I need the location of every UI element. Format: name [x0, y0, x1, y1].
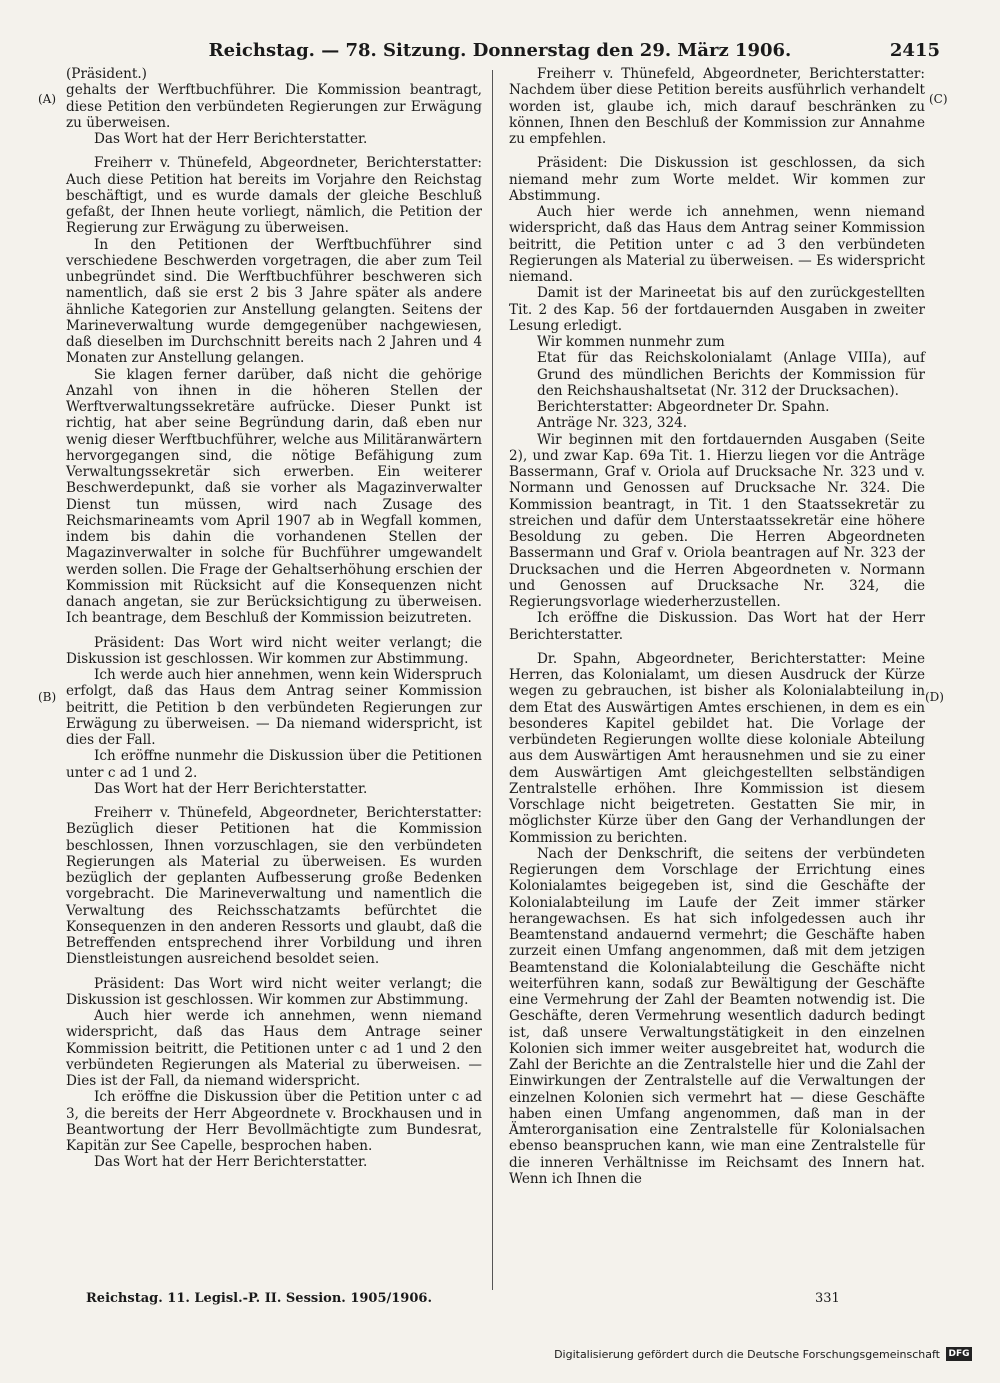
- page-header: [60, 40, 940, 64]
- margin-marker-b: (B): [38, 690, 57, 704]
- dfg-logo-icon: DFG: [946, 1347, 972, 1361]
- paragraph: Das Wort hat der Herr Berichterstatter.: [94, 1154, 368, 1171]
- paragraph: Berichterstatter: Abgeordneter Dr. Spahn.: [537, 399, 830, 415]
- page-number: 2415: [889, 40, 940, 61]
- paragraph: Das Wort hat der Herr Berichterstatter.: [94, 131, 368, 147]
- paragraph: Dr. Spahn, Abgeordneter, Berichterstatter: Meine Herren, das Kolonialamt, um diesen Ausdruck der Kürze wegen zu gebrauchen, ist bisher als Kolonialabteilung in dem Etat des Auswärtigen Amtes erschienen, in dem es ein besonderes Kapitel gebildet hat. Die Vorlage der verbündeten Regierungen wollte diese koloniale Abteilung aus dem Auswärtigen Amt herausnehmen und sie zu einer dem Auswärtigen Amt gleichgestellten selbständigen Zentralstelle erhöhen. Ihre Kommission ist diesem Vorschlage nicht beigetreten. Gestatten Sie mir, in möglichster Kürze über den Gang der Verhandlungen der Kommission zu berichten.: [509, 650, 925, 846]
- footer-publication: Reichstag. 11. Legisl.-P. II. Session. 1905/1906.: [86, 1291, 432, 1306]
- paragraph: Präsident: Die Diskussion ist geschlossen, da sich niemand mehr zum Worte meldet. Wir kommen zur Abstimmung.: [509, 155, 925, 204]
- paragraph: Ich eröffne die Diskussion. Das Wort hat der Herr Berichterstatter.: [509, 610, 925, 643]
- paragraph: Auch hier werde ich annehmen, wenn niemand widerspricht, daß das Haus dem Antrage seiner Kommission beitritt, die Petitionen unter c ad 1 und 2 den verbündeten Regierungen als Material zu überweisen. — Dies ist der Fall, da niemand widerspricht.: [66, 1008, 482, 1089]
- credit-text: Digitalisierung gefördert durch die Deutsche Forschungsgemeinschaft: [554, 1347, 940, 1361]
- paragraph: In den Petitionen der Werftbuchführer sind verschiedene Beschwerden vorgetragen, die aber zum Teil unbegründet sind. Die Werftbuchführer beschweren sich namentlich, daß sie erst 2 bis 3 Jahre später als andere ähnliche Kategorien zur Anstellung gelangten. Seitens der Marineverwaltung wurde demgegenüber nachgewiesen, daß dieselben im Durchschnitt bereits nach 2 Jahren und 4 Monaten zur Anstellung gelangen.: [66, 236, 482, 367]
- paragraph: Auch hier werde ich annehmen, wenn niemand widerspricht, daß das Haus dem Antrag seiner Kommission beitritt, die Petition unter c ad 3 den verbündeten Regierungen als Material zu überweisen. — Es widerspricht niemand.: [509, 204, 925, 285]
- paragraph: Freiherr v. Thünefeld, Abgeordneter, Berichterstatter: Bezüglich dieser Petitionen hat die Kommission beschlossen, Ihnen vorzuschlagen, sie den verbündeten Regierungen als Material zu überweisen. Es wurden bezüglich der geplanten Aufbesserung große Bedenken vorgebracht. Die Marineverwaltung und namentlich die Verwaltung des Reichsschatzamts befürchtet die Konsequenzen in den anderen Ressorts und glaubt, daß die Betreffenden entsprechend ihrer Vorbildung und ihren Dienstleistungen ausreichend besoldet seien.: [66, 805, 482, 968]
- margin-marker-d: (D): [925, 690, 944, 704]
- margin-marker-c: (C): [929, 92, 948, 106]
- paragraph: Wir beginnen mit den fortdauernden Ausgaben (Seite 2), und zwar Kap. 69a Tit. 1. Hierzu liegen vor die Anträge Bassermann, Graf v. Oriola auf Drucksache Nr. 323 und v. Normann und Genossen auf Drucksache Nr. 324. Die Kommission beantragt, in Tit. 1 den Staatssekretär zu streichen und dafür dem Unterstaatssekretär eine höhere Besoldung zu geben. Die Herren Abgeordneten Bassermann und Graf v. Oriola beantragen auf Nr. 323 der Drucksachen und die Herren Abgeordneten v. Normann und Genossen auf Drucksache Nr. 324, die Regierungsvorlage wiederherzustellen.: [509, 431, 925, 610]
- paragraph: Präsident: Das Wort wird nicht weiter verlangt; die Diskussion ist geschlossen. Wir kommen zur Abstimmung.: [66, 634, 482, 667]
- paragraph: Freiherr v. Thünefeld, Abgeordneter, Berichterstatter: Nachdem über diese Petition bereits ausführlich verhandelt worden ist, glaube ich, mich darauf beschränken zu können, Ihnen den Beschluß der Kommission zur Annahme zu empfehlen.: [509, 66, 925, 147]
- running-title: Reichstag. — 78. Sitzung. Donnerstag den 29. März 1906.: [208, 40, 792, 61]
- paragraph: Präsident: Das Wort wird nicht weiter verlangt; die Diskussion ist geschlossen. Wir kommen zur Abstimmung.: [66, 975, 482, 1008]
- paragraph: gehalts der Werftbuchführer. Die Kommission beantragt, diese Petition den verbündeten Regierungen zur Erwägung zu überweisen.: [66, 82, 482, 131]
- paragraph: Ich werde auch hier annehmen, wenn kein Widerspruch erfolgt, daß das Haus dem Antrag seiner Kommission beitritt, die Petition b den verbündeten Regierungen zur Erwägung zu überweisen. — Da niemand widerspricht, ist dies der Fall.: [66, 667, 482, 748]
- margin-marker-a: (A): [38, 92, 57, 106]
- paragraph: Das Wort hat der Herr Berichterstatter.: [94, 780, 368, 797]
- left-column: [66, 66, 482, 1171]
- paragraph: Damit ist der Marineetat bis auf den zurückgestellten Tit. 2 des Kap. 56 der fortdauernden Ausgaben in zweiter Lesung erledigt.: [509, 285, 925, 334]
- digitization-credit: [554, 1347, 972, 1361]
- paragraph: Ich eröffne die Diskussion über die Petition unter c ad 3, die bereits der Herr Abgeordnete v. Brockhausen und in Beantwortung der Herr Bevollmächtigte zum Bundesrat, Kapitän zur See Capelle, besprochen haben.: [66, 1089, 482, 1154]
- paragraph: Sie klagen ferner darüber, daß nicht die gehörige Anzahl von ihnen in die höheren Stellen der Werftverwaltungssekretäre aufrücke. Dieser Punkt ist richtig, hat aber seine Begründung darin, daß eben nur wenig dieser Werftbuchführer, welche aus Militäranwärtern hervorgegangen sind, die nötige Befähigung zum Verwaltungssekretär sich erwerben. Ein weiterer Beschwerdepunkt, daß sie vorher als Magazinverwalter Dienst tun müssen, wird nach Zusage des Reichsmarineamts vom April 1907 ab in Wegfall kommen, indem bis dahin die vorhandenen Stellen der Magazinverwalter in solche für Buchführer umgewandelt werden sollen. Die Frage der Gehaltserhöhung erschien der Kommission mit Rücksicht auf die Konsequenzen nicht danach angetan, sie zur Berücksichtigung zu überweisen. Ich beantrage, dem Beschluß der Kommission beizutreten.: [66, 366, 482, 627]
- paragraph: Anträge Nr. 323, 324.: [537, 415, 688, 432]
- paragraph: Freiherr v. Thünefeld, Abgeordneter, Berichterstatter: Auch diese Petition hat bereits im Vorjahre den Reichstag beschäftigt, und es wurde damals der gleiche Beschluß gefaßt, der Ihnen heute vorliegt, nämlich, die Petition der Regierung zur Erwägung zu überweisen.: [66, 155, 482, 237]
- paragraph: Wir kommen nunmehr zum: [537, 334, 725, 350]
- right-column: [509, 66, 925, 1187]
- paragraph: Ich eröffne nunmehr die Diskussion über die Petitionen unter c ad 1 und 2.: [66, 748, 482, 781]
- paragraph: Nach der Denkschrift, die seitens der verbündeten Regierungen dem Vorschlage der Errichtung eines Kolonialamtes beigegeben ist, sind die Geschäfte der Kolonialabteilung im Laufe der Zeit immer stärker herangewachsen. Es hat sich infolgedessen auch ihr Beamtenstand andauernd vermehrt; die Geschäfte haben zurzeit einen Umfang angenommen, daß mit dem jetzigen Beamtenstand die Kolonialabteilung die Geschäfte nicht weiterführen kann, sodaß zur Bewältigung der Geschäfte eine Vermehrung der Zahl der Beamten notwendig ist. Die Geschäfte, deren Vermehrung wesentlich dadurch bedingt ist, daß unsere Verwaltungstätigkeit in den einzelnen Kolonien sich immer weiter ausgebreitet hat, wodurch die Zahl der Berichte an die Zentralstelle hier und die Zahl der Einwirkungen der Zentralstelle auf die Verwaltungen der einzelnen Kolonien sich vermehrt hat — diese Geschäfte haben einen Umfang angenommen, daß man in der Ämterorganisation eine Zentralstelle für Kolonialsachen ebenso beanspruchen kann, wie man eine Zentralstelle für die inneren Verhältnisse im Reichsamt des Innern hat. Wenn ich Ihnen die: [509, 845, 925, 1187]
- footer-sheet-number: 331: [815, 1291, 840, 1306]
- column-divider: [492, 70, 493, 1290]
- paragraph: Etat für das Reichskolonialamt (Anlage VIIIa), auf Grund des mündlichen Berichts der Kommission für den Reichshaushaltsetat (Nr. 312 der Drucksachen).: [537, 350, 925, 399]
- paragraph: (Präsident.): [66, 66, 147, 82]
